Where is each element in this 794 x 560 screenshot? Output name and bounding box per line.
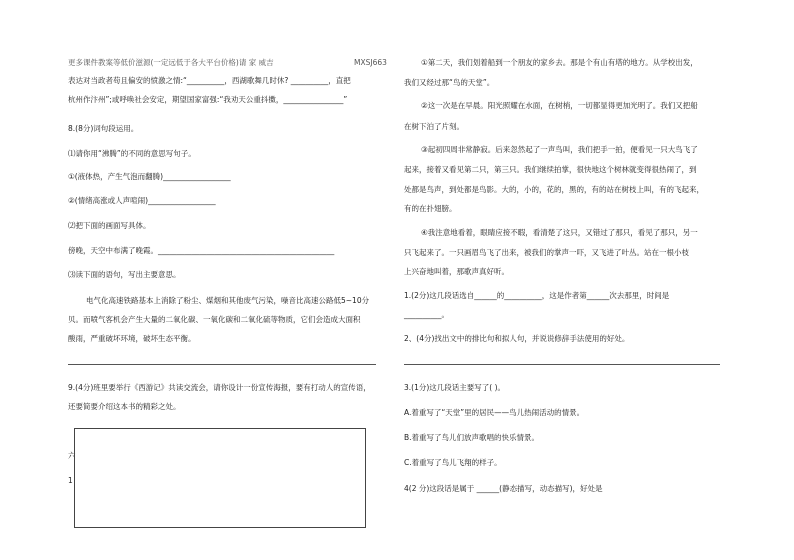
q3-option-a: A.着重写了“天堂”里的居民——鸟儿热闹活动的情景。	[404, 408, 585, 417]
q9-line-1: 9.(4分)班里要举行《西游记》共读交流会，请你设计一份宣传海报，要有打动人的宣传语，	[68, 383, 371, 392]
passage-p1-line-2: 我们又经过那“鸟的天堂”。	[404, 78, 495, 87]
poem-fill-line-1: 表达对当政者苟且偏安的愤激之情:“__________，西湖歌舞几时休? __________，直把	[68, 76, 351, 85]
q8-part3-para-3: 酸雨，严重破坏环境，破坏生态平衡。	[68, 334, 196, 343]
q8-part1-b: ②(情绪高涨或人声喧闹)__________________	[68, 196, 216, 205]
passage-p4-line-3: 上兴奋地叫着，那歌声真好听。	[404, 267, 509, 276]
passage-p3-line-2: 起来，接着又看见第二只，第三只。我们继续拍掌，很快地这个树林就变得很热闹了，到	[404, 165, 697, 174]
answer-line	[68, 364, 376, 365]
margin-mark-2: 1	[68, 476, 73, 485]
passage-p3-line-3: 处都是鸟声，到处都是鸟影。大的，小的，花的，黑的，有的站在树枝上叫，有的飞起来，	[404, 185, 704, 194]
header-ad-code: MXSJ663	[354, 58, 387, 67]
passage-p4-line-2: 只飞起来了。一只画眉鸟飞了出来，被我们的掌声一吓，又飞进了叶丛。站在一根小枝	[404, 248, 689, 257]
q8-part2: ⑵把下面的画面写具体。	[68, 221, 151, 230]
q8-part3-para-2: 贝。而喷气客机会产生大量的二氧化碳、一氧化碳和二氧化硫等物质，它们会造成大面积	[68, 315, 361, 324]
passage-p1-line-1: ①第二天，我们划着船到一个朋友的家乡去。那是个有山有塔的地方。从学校出发，	[421, 58, 698, 67]
q8-title: 8.(8分)词句段运用。	[68, 124, 139, 133]
margin-mark-1: 六	[68, 451, 76, 460]
q2-text: 2、(4分)找出文中的排比句和拟人句，并说说修辞手法使用的好处。	[404, 334, 630, 343]
poem-fill-line-2: 杭州作汴州”;或呼唤社会安定，期望国家富强:“我劝天公重抖擞，________________”	[68, 95, 348, 104]
passage-p2-line-2: 在树下泊了片刻。	[404, 122, 464, 131]
passage-p3-line-4: 有的在扑翅膀。	[404, 204, 457, 213]
q1-line-2: __________。	[404, 310, 449, 319]
passage-p3-line-1: ③起初四周非常静寂。后来忽然起了一声鸟叫，我们把手一拍，便看见一只大鸟飞了	[421, 145, 698, 154]
q3-option-b: B.着重写了鸟儿们放声歌唱的快乐情景。	[404, 433, 540, 442]
header-ad-line: 更多课件教案等低价滋源(一定远低于各大平台价格)请 家 威吉	[68, 58, 274, 67]
passage-p4-line-1: ④我注意地看着，眼睛应接不暇，看清楚了这只，又错过了那只，看见了那只，另一	[421, 228, 698, 237]
q3-option-c: C.着重写了鸟儿飞翔的样子。	[404, 458, 502, 467]
q4-text: 4(2 分)这段话是属于 ______(静态描写，动态描写)，好处是	[404, 484, 603, 493]
q8-part3: ⑶读下面的语句，写出主要意思。	[68, 270, 181, 279]
q8-part2-line: 傍晚，天空中布满了晚霞。_______________________________________________	[68, 246, 335, 255]
q1-line-1: 1.(2分)这几段话选自______的__________，这是作者第______次去那里，时间是	[404, 291, 670, 300]
poster-answer-box[interactable]	[74, 428, 366, 528]
q8-part1-a: ①(液体热，产生气泡而翻腾)__________________	[68, 172, 231, 181]
q3-text: 3.(1分)这几段话主要写了( )。	[404, 383, 506, 392]
q9-line-2: 还要简要介绍这本书的精彩之处。	[68, 402, 181, 411]
q8-part3-para-1: 电气化高速铁路基本上消除了粉尘、煤烟和其他废气污染，噪音比高速公路低5~10分	[86, 296, 370, 305]
answer-line	[404, 364, 720, 365]
passage-p2-line-1: ②这一次是在早晨。阳光照耀在水面，在树梢，一切都显得更加光明了。我们又把船	[421, 101, 698, 110]
q8-part1: ⑴请你用“沸腾”的不同的意思写句子。	[68, 149, 196, 158]
